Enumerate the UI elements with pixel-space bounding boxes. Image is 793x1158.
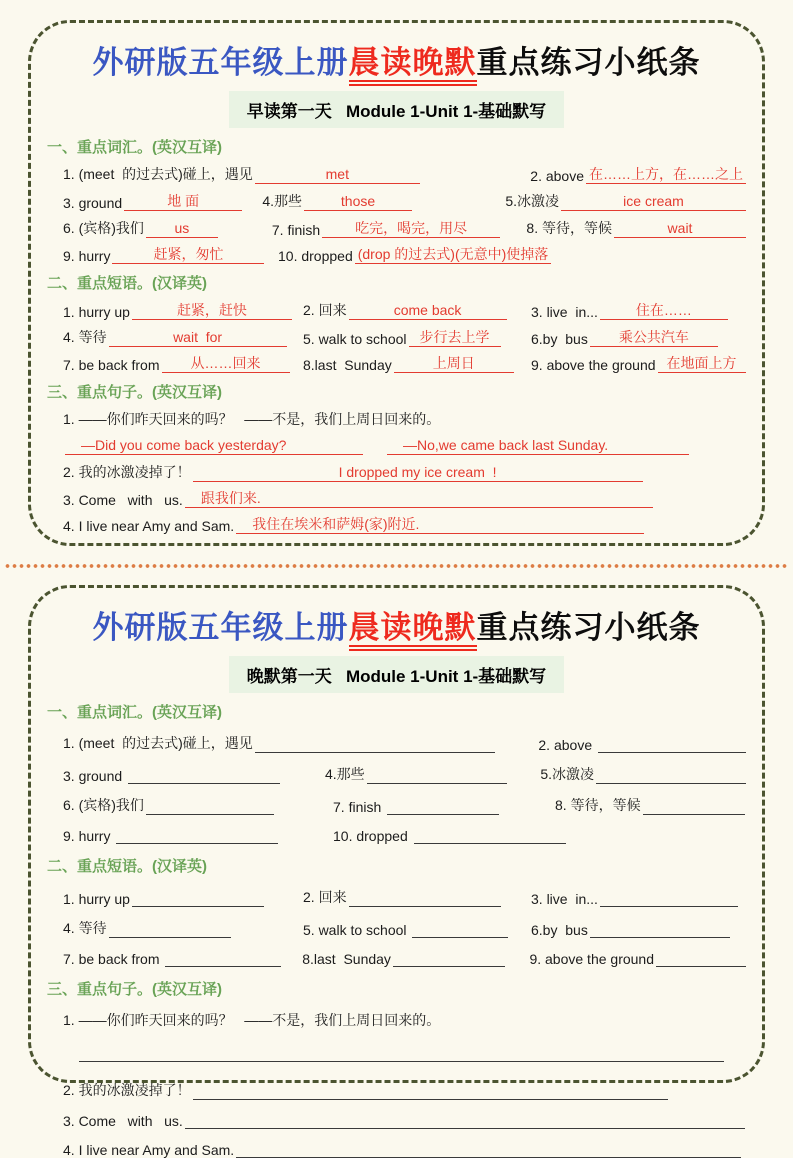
worksheet-row bbox=[47, 1044, 746, 1062]
title-edition: 外研版五年级上册 bbox=[92, 45, 349, 80]
answer-blank bbox=[132, 301, 292, 320]
worksheet-item bbox=[63, 733, 538, 753]
worksheet-row bbox=[47, 1140, 746, 1158]
item-label: 5. walk to school bbox=[303, 922, 411, 938]
answer-blank bbox=[600, 889, 738, 907]
item-label: 7. be back from bbox=[63, 951, 164, 967]
answer-blank bbox=[193, 463, 643, 482]
worksheet-item bbox=[303, 354, 531, 373]
answer-blank bbox=[656, 949, 746, 967]
answer-blank bbox=[236, 515, 644, 534]
worksheet-row bbox=[47, 1080, 746, 1100]
answer-blank bbox=[598, 735, 746, 753]
answer-text: 赶紧，赶快 bbox=[176, 302, 247, 318]
title-highlight: 晨读晚默 bbox=[349, 45, 477, 86]
worksheet-row bbox=[47, 887, 746, 907]
answer-blank bbox=[236, 1140, 741, 1158]
answer-blank bbox=[393, 949, 505, 967]
title-highlight: 晨读晚默 bbox=[349, 610, 477, 651]
answer-blank bbox=[146, 797, 274, 815]
panel-sections bbox=[47, 701, 746, 1158]
worksheet-item bbox=[262, 191, 505, 211]
worksheet-item bbox=[63, 766, 325, 784]
answer-blank bbox=[590, 920, 730, 938]
worksheet-row bbox=[47, 300, 746, 320]
worksheet-item bbox=[63, 218, 272, 238]
worksheet-item bbox=[63, 409, 440, 429]
worksheet-row bbox=[47, 1010, 746, 1030]
answer-blank bbox=[394, 354, 514, 373]
worksheet-item bbox=[278, 245, 551, 264]
answer-blank bbox=[116, 826, 278, 844]
worksheet-item bbox=[303, 300, 531, 320]
worksheet-item bbox=[555, 795, 745, 815]
worksheet-item bbox=[63, 192, 262, 211]
item-label: 4.那些 bbox=[262, 193, 303, 209]
answer-blank bbox=[193, 1082, 668, 1100]
section-heading: 一、重点词汇。(英汉互译) bbox=[47, 704, 222, 721]
worksheet-item bbox=[302, 949, 529, 967]
answer-blank bbox=[367, 766, 507, 784]
answer-blank bbox=[109, 328, 287, 347]
worksheet-item bbox=[531, 301, 728, 320]
item-label: 4. 等待 bbox=[63, 329, 107, 345]
answer-blank bbox=[586, 165, 746, 184]
item-label: 6.by bus bbox=[531, 331, 588, 347]
answer-text: 在地面上方 bbox=[666, 355, 737, 371]
item-label: 2. 回来 bbox=[303, 302, 347, 318]
answer-blank bbox=[146, 219, 218, 238]
item-label: 9. hurry bbox=[63, 828, 115, 844]
worksheet-item bbox=[63, 826, 333, 844]
worksheet-item bbox=[526, 218, 746, 238]
answer-text: 地 面 bbox=[167, 193, 200, 209]
section-heading: 一、重点词汇。(英汉互译) bbox=[47, 139, 222, 156]
worksheet-item bbox=[63, 245, 278, 264]
panel-morning-reading bbox=[28, 20, 765, 546]
worksheet-row bbox=[47, 826, 746, 844]
section-heading: 三、重点句子。(英汉互译) bbox=[47, 384, 222, 401]
day-banner: 早读第一天 Module 1-Unit 1-基础默写 bbox=[229, 91, 564, 128]
item-label: 4.那些 bbox=[324, 766, 365, 782]
panel-sections bbox=[47, 136, 746, 534]
answer-blank bbox=[132, 889, 264, 907]
worksheet-row bbox=[47, 164, 746, 184]
worksheet-item bbox=[63, 1140, 741, 1158]
worksheet-item bbox=[63, 1010, 440, 1030]
item-label: 4. I live near Amy and Sam. bbox=[63, 518, 235, 534]
answer-blank bbox=[643, 797, 745, 815]
worksheet-row bbox=[47, 436, 746, 455]
answer-blank bbox=[349, 301, 507, 320]
worksheet-item bbox=[77, 1044, 724, 1062]
worksheet-item bbox=[531, 354, 746, 373]
answer-text: come back bbox=[393, 302, 462, 318]
day-banner: 晚默第一天 Module 1-Unit 1-基础默写 bbox=[229, 656, 564, 693]
item-label: 6. (宾格)我们 bbox=[63, 220, 144, 236]
worksheet-row bbox=[47, 489, 746, 508]
answer-blank bbox=[165, 949, 281, 967]
answer-text: 从……回来 bbox=[190, 355, 261, 371]
item-label: 3. ground bbox=[63, 195, 123, 211]
item-label: 1. (meet 的过去式)碰上，遇见 bbox=[63, 735, 253, 751]
answer-text: wait for bbox=[173, 329, 223, 345]
section-heading: 三、重点句子。(英汉互译) bbox=[47, 981, 222, 998]
answer-blank bbox=[112, 245, 264, 264]
worksheet-row bbox=[47, 191, 746, 211]
item-label: 1. hurry up bbox=[63, 891, 130, 907]
answer-blank bbox=[387, 797, 499, 815]
worksheet-row bbox=[47, 1111, 746, 1129]
answer-blank bbox=[355, 245, 552, 264]
worksheet-row bbox=[47, 795, 746, 815]
answer-blank bbox=[124, 192, 242, 211]
answer-blank bbox=[658, 354, 746, 373]
worksheet-item bbox=[385, 436, 689, 455]
worksheet-row bbox=[47, 764, 746, 784]
item-label: 2. above bbox=[538, 737, 596, 753]
item-label: 5. walk to school bbox=[303, 331, 407, 347]
worksheet-item bbox=[63, 354, 303, 373]
item-label: 10. dropped bbox=[333, 828, 412, 844]
worksheet-row bbox=[47, 918, 746, 938]
worksheet-item bbox=[325, 764, 540, 784]
worksheet-item bbox=[63, 1080, 668, 1100]
worksheet-item bbox=[538, 735, 746, 753]
worksheet-item bbox=[63, 515, 644, 534]
worksheet-item bbox=[333, 797, 555, 815]
item-label: 4. I live near Amy and Sam. bbox=[63, 1142, 235, 1158]
item-label: 7. finish bbox=[333, 799, 386, 815]
worksheet-item bbox=[63, 301, 303, 320]
answer-text: met bbox=[325, 166, 349, 182]
answer-text: wait bbox=[667, 220, 693, 236]
section-heading: 二、重点短语。(汉译英) bbox=[47, 275, 207, 292]
item-label: 9. above the ground bbox=[531, 357, 656, 373]
worksheet-item bbox=[63, 1111, 745, 1129]
answer-blank bbox=[185, 489, 653, 508]
answer-blank bbox=[109, 920, 231, 938]
item-label: 8. 等待，等候 bbox=[526, 220, 612, 236]
worksheet-item bbox=[333, 826, 566, 844]
item-label: 3. Come with us. bbox=[63, 1113, 183, 1129]
answer-text: 上周日 bbox=[432, 355, 475, 371]
answer-text: us bbox=[174, 220, 190, 236]
worksheet-item bbox=[303, 920, 531, 938]
answer-blank bbox=[255, 165, 420, 184]
item-label: 3. Come with us. bbox=[63, 492, 183, 508]
worksheet-row bbox=[47, 409, 746, 429]
answer-blank bbox=[409, 328, 501, 347]
worksheet-item bbox=[303, 328, 531, 347]
worksheet-item bbox=[272, 219, 527, 238]
worksheet-item bbox=[531, 920, 730, 938]
answer-blank bbox=[412, 920, 508, 938]
dotted-divider bbox=[4, 563, 789, 569]
worksheet-item bbox=[63, 462, 643, 482]
item-label: 6.by bus bbox=[531, 922, 588, 938]
answer-blank bbox=[128, 766, 280, 784]
item-label: 9. hurry bbox=[63, 248, 111, 264]
answer-text: 乘公共汽车 bbox=[618, 329, 689, 345]
item-label: 1. ——你们昨天回来的吗？ ——不是，我们上周日回来的。 bbox=[63, 411, 441, 427]
item-label: 8.last Sunday bbox=[302, 951, 391, 967]
item-label: 1. ——你们昨天回来的吗？ ——不是，我们上周日回来的。 bbox=[63, 1012, 441, 1028]
answer-blank bbox=[600, 301, 728, 320]
item-label: 2. 我的冰激凌掉了！ bbox=[63, 464, 191, 480]
answer-text: 吃完，喝完，用尽 bbox=[355, 220, 468, 236]
worksheet-item bbox=[63, 949, 302, 967]
item-label: 4. 等待 bbox=[63, 920, 107, 936]
worksheet-item bbox=[63, 889, 303, 907]
item-label: 3. live in... bbox=[531, 891, 598, 907]
answer-blank bbox=[596, 766, 746, 784]
item-label: 7. finish bbox=[271, 222, 321, 238]
answer-text: ice cream bbox=[623, 193, 684, 209]
item-label: 3. live in... bbox=[531, 304, 598, 320]
answer-text: —No,we came back last Sunday. bbox=[403, 437, 609, 453]
answer-text: (drop 的过去式)(无意中)使掉落 bbox=[357, 246, 549, 262]
answer-blank bbox=[162, 354, 290, 373]
worksheet-item bbox=[63, 489, 653, 508]
item-label: 1. (meet 的过去式)碰上，遇见 bbox=[63, 166, 253, 182]
answer-blank bbox=[614, 219, 746, 238]
answer-text: 步行去上学 bbox=[419, 329, 490, 345]
answer-text: —Did you come back yesterday? bbox=[81, 437, 287, 453]
panel-evening-dictation bbox=[28, 585, 765, 1158]
worksheet-item bbox=[531, 328, 718, 347]
worksheet-item bbox=[63, 327, 303, 347]
worksheet-row bbox=[47, 327, 746, 347]
worksheet-row bbox=[47, 462, 746, 482]
worksheet-item bbox=[303, 887, 531, 907]
answer-blank bbox=[185, 1111, 745, 1129]
answer-text: 我住在埃米和萨姆(家)附近. bbox=[252, 516, 420, 532]
worksheet-row bbox=[47, 733, 746, 753]
item-label: 2. above bbox=[530, 168, 584, 184]
worksheet-row bbox=[47, 949, 746, 967]
item-label: 8.last Sunday bbox=[303, 357, 392, 373]
item-label: 2. 回来 bbox=[303, 889, 347, 905]
section-heading: 二、重点短语。(汉译英) bbox=[47, 858, 207, 875]
worksheet-item bbox=[529, 949, 746, 967]
worksheet-row bbox=[47, 245, 746, 264]
answer-blank bbox=[387, 436, 689, 455]
title-suffix: 重点练习小纸条 bbox=[476, 610, 701, 645]
item-label: 1. hurry up bbox=[63, 304, 130, 320]
item-label: 7. be back from bbox=[63, 357, 160, 373]
worksheet-item bbox=[505, 191, 746, 211]
answer-text: 跟我们来. bbox=[200, 490, 261, 506]
title-suffix: 重点练习小纸条 bbox=[476, 45, 701, 80]
answer-text: 住在…… bbox=[635, 302, 692, 318]
answer-text: I dropped my ice cream ! bbox=[338, 464, 497, 480]
worksheet-item bbox=[63, 795, 333, 815]
answer-blank bbox=[79, 1044, 724, 1062]
worksheet-item bbox=[540, 764, 746, 784]
worksheet-item bbox=[63, 164, 530, 184]
title-edition: 外研版五年级上册 bbox=[92, 610, 349, 645]
answer-blank bbox=[349, 889, 501, 907]
answer-blank bbox=[65, 436, 363, 455]
answer-text: those bbox=[340, 193, 376, 209]
item-label: 5.冰激凌 bbox=[505, 193, 559, 209]
item-label: 2. 我的冰激凌掉了！ bbox=[63, 1082, 191, 1098]
answer-blank bbox=[414, 826, 566, 844]
item-label: 9. above the ground bbox=[529, 951, 654, 967]
worksheet-row bbox=[47, 218, 746, 238]
worksheet-row bbox=[47, 515, 746, 534]
worksheet-row bbox=[47, 354, 746, 373]
answer-blank bbox=[322, 219, 500, 238]
answer-blank bbox=[255, 735, 495, 753]
item-label: 5.冰激凌 bbox=[540, 766, 594, 782]
worksheet-title bbox=[47, 37, 746, 82]
worksheet-item bbox=[530, 165, 746, 184]
item-label: 10. dropped bbox=[278, 248, 353, 264]
answer-blank bbox=[304, 192, 412, 211]
answer-text: 在……上方，在……之上 bbox=[589, 166, 743, 182]
item-label: 3. ground bbox=[63, 768, 127, 784]
answer-text: 赶紧，匆忙 bbox=[153, 246, 224, 262]
worksheet-item bbox=[63, 436, 385, 455]
worksheet-item bbox=[63, 918, 303, 938]
item-label: 8. 等待，等候 bbox=[555, 797, 641, 813]
answer-blank bbox=[561, 192, 746, 211]
worksheet-title bbox=[47, 602, 746, 647]
worksheet-item bbox=[531, 889, 738, 907]
item-label: 6. (宾格)我们 bbox=[63, 797, 144, 813]
answer-blank bbox=[590, 328, 718, 347]
